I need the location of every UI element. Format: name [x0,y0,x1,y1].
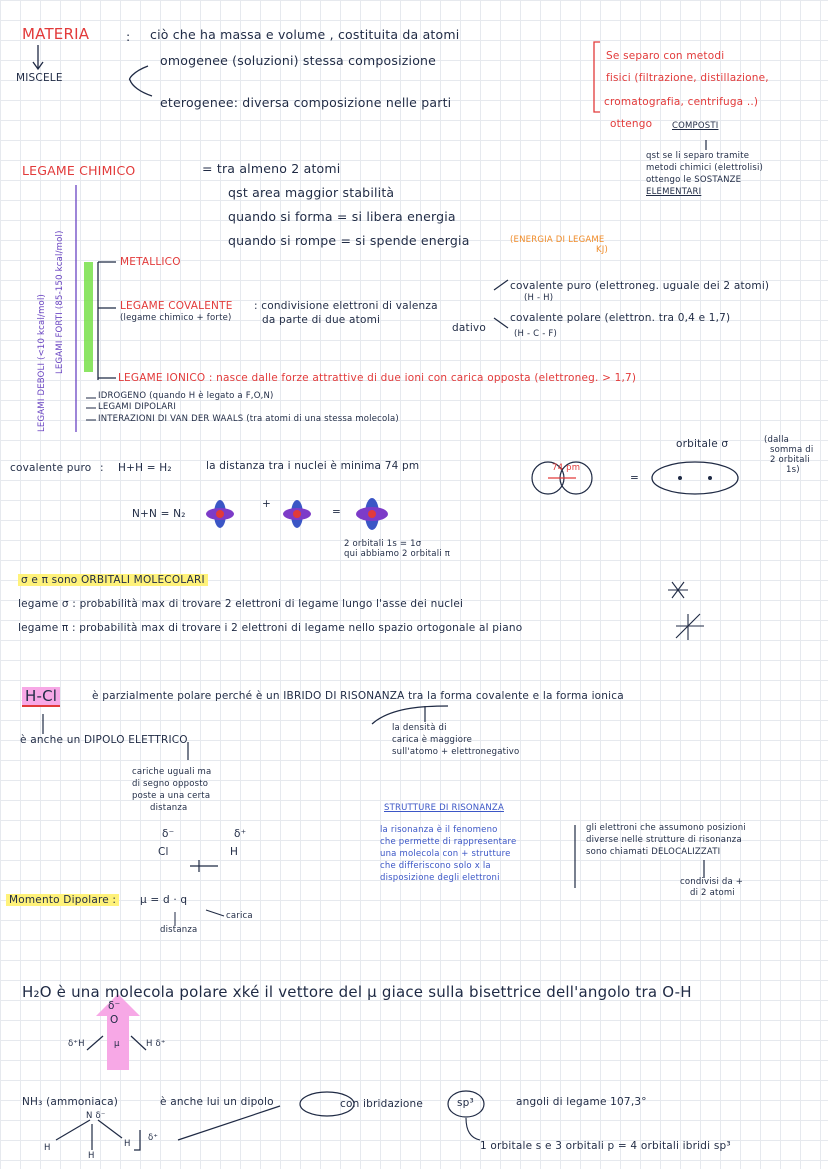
composti-note-4: ELEMENTARI [646,187,702,197]
branch-miscele [130,66,152,96]
distanza-label: distanza [160,925,198,935]
risonanza-def-3: una molecola con + strutture [380,849,511,859]
equals: = [630,472,639,484]
momento-dipolare-label [6,894,119,906]
eterogenee-line: eterogenee: diversa composizione nelle parti [160,95,452,110]
strutture-risonanza: STRUTTURE DI RISONANZA [384,803,504,813]
bond-oh-2 [131,1036,146,1050]
composti-note-2: metodi chimici (elettrolisi) [646,163,764,173]
oxygen-symbol: O [110,1014,119,1026]
delocalizzati-2: diverse nelle strutture di risonanza [586,835,742,845]
carica-label: carica [226,911,253,921]
covalente-label: LEGAME COVALENTE [120,300,233,312]
composti-note-1: qst se li separo tramite [646,151,750,161]
separation-note-2: fisici (filtrazione, distillazione, [606,72,769,84]
cariche-4: distanza [150,803,188,813]
separation-note-3: cromatografia, centrifuga ..) [604,96,759,108]
n-orbital-1 [206,500,234,528]
equals: = [332,506,341,518]
bond-oh-1 [87,1036,103,1050]
orbitale-note-3: 2 orbitali [770,455,810,465]
n-symbol: N δ⁻ [86,1111,106,1121]
legame-line-4: quando si rompe = si spende energia [228,233,470,248]
legami-deboli-label: LEGAMI DEBOLI (<10 kcal/mol) [37,293,47,432]
hcl-dipolo-text: è anche un DIPOLO ELETTRICO [20,734,188,746]
idrogeno-line: IDROGENO (quando H è legato a F,O,N) [98,391,274,401]
axis-sketch-pi [676,614,704,640]
h2-distance-note: la distanza tra i nuclei è minima 74 pm [206,460,420,472]
nh3-ibridazione: con ibridazione [340,1098,424,1110]
materia-title: MATERIA [22,25,90,43]
mu-symbol: μ [114,1039,120,1049]
arrow-dipolo-nh3 [178,1106,280,1140]
covalente-polare: covalente polare (elettron. tra 0,4 e 1,7) [510,312,731,324]
densita-3: sull'atomo + elettronegativo [392,747,520,757]
orbitali-molecolari-text: σ e π sono ORBITALI MOLECOLARI [18,574,208,586]
delta-plus: δ⁺ [148,1133,159,1143]
sp3-label: sp³ [457,1097,474,1109]
legame-line-2: qst area maggior stabilità [228,185,395,200]
colon: : [126,29,131,44]
ionico-line: LEGAME IONICO : nasce dalle forze attrattive di due ioni con carica opposta (elettroneg. > 1,7) [118,372,637,384]
nucleus [678,476,682,480]
mu-formula: μ = d · q [140,894,188,906]
branch-puro [494,280,508,290]
h-symbol: H [88,1151,95,1161]
delta-plus: δ⁺ [234,828,247,840]
bond-nh-3 [98,1120,122,1138]
axis-sketch-sigma [668,582,688,598]
n-orbital-2 [283,500,311,528]
h2-equation: H+H = H₂ [118,462,172,474]
cl-symbol: Cl [158,846,169,858]
orbitali-molecolari-label [18,574,208,586]
composti-note-3: ottengo le SOSTANZE [646,175,742,185]
delocalizzati-3: sono chiamati DELOCALIZZATI [586,847,721,857]
covalente-puro-label: covalente puro [10,462,92,474]
h-symbol: H [230,846,239,858]
densita-1: la densità di [392,723,447,733]
orbitale-note-2: somma di [770,445,814,455]
nucleus [708,476,712,480]
n2-equation: N+N = N₂ [132,508,186,520]
delta-minus: δ⁻ [162,828,175,840]
cariche-2: di segno opposto [132,779,209,789]
covalente-polare-example: (H - C - F) [514,329,557,339]
covalente-puro: covalente puro (elettroneg. uguale dei 2 atomi) [510,280,770,292]
miscele-label: MISCELE [16,72,63,84]
kj-label: KJ) [596,245,608,255]
orbitale-sigma-label: orbitale σ [676,438,729,450]
legame-chimico-title: LEGAME CHIMICO [22,163,136,178]
orbitale-note-4: 1s) [786,465,800,475]
delocalizzati-1: gli elettroni che assumono posizioni [586,823,746,833]
covalente-def: : condivisione elettroni di valenza [254,300,438,312]
sigma-definition: legame σ : probabilità max di trovare 2 elettroni di legame lungo l'asse dei nuclei [18,598,464,610]
materia-definition: ciò che ha massa e volume , costituita da atomi [150,27,460,42]
cariche-3: poste a una certa [132,791,211,801]
legami-forti-label: LEGAMI FORTI (85-150 kcal/mol) [55,230,65,374]
risonanza-def-5: disposizione degli elettroni [380,873,500,883]
h-symbol: H [124,1139,131,1149]
red-bracket [594,42,600,112]
hcl-title [22,688,60,707]
dativo-label: dativo [452,322,486,334]
green-highlight [84,262,93,372]
hcl-description: è parzialmente polare perché è un IBRIDO DI RISONANZA tra la forma covalente e la forma ionica [92,690,624,702]
delta-minus: δ⁻ [108,1000,121,1012]
composti-label: COMPOSTI [672,121,719,131]
plus: + [262,498,271,510]
angoli-legame: angoli di legame 107,3° [516,1096,647,1108]
covalente-def-2: da parte di due atomi [262,314,381,326]
risonanza-def-1: la risonanza è il fenomeno [380,825,498,835]
momento-dipolare-text: Momento Dipolare : [6,894,119,906]
pi-definition: legame π : probabilità max di trovare i 2 elettroni di legame nello spazio ortogonale al piano [18,622,523,634]
risonanza-def-4: che differiscono solo x la [380,861,491,871]
colon: : [100,462,104,474]
arrow-ibrido [372,706,448,724]
n2-note-2: qui abbiamo 2 orbitali π [344,549,451,559]
n2-note-1: 2 orbitali 1s = 1σ [344,539,422,549]
n2-orbital [356,498,388,530]
condivisi-1: condivisi da + [680,877,744,887]
h2o-line: H₂O è una molecola polare xké il vettore del μ giace sulla bisettrice dell'angolo tra O-H [22,983,692,1001]
orbital-sigma [652,462,738,494]
legame-line-3: quando si forma = si libera energia [228,209,456,224]
h-delta-left: δ⁺H [68,1039,85,1049]
nh3-title: NH₃ (ammoniaca) [22,1096,119,1108]
bond-nh-1 [56,1120,90,1140]
nh3-anche: è anche lui un dipolo [160,1096,274,1108]
orbitali-ibridi: 1 orbitale s e 3 orbitali p = 4 orbitali ibridi sp³ [480,1140,731,1152]
risonanza-def-2: che permette di rappresentare [380,837,517,847]
covalente-puro-example: (H - H) [524,293,554,303]
h-symbol: H [44,1143,51,1153]
omogenee-line: omogenee (soluzioni) stessa composizione [160,53,437,68]
hcl-title-text: H-Cl [22,687,60,705]
dipolari-line: LEGAMI DIPOLARI [98,402,177,412]
arrow-sp3 [466,1118,480,1140]
metallico-label: METALLICO [120,256,181,268]
orbitale-note-1: (dalla [764,435,790,445]
pm-label: 74 pm [552,463,581,473]
arrow-carica [206,910,224,916]
condivisi-2: di 2 atomi [690,888,735,898]
hcl-dipolo [20,734,188,746]
cariche-1: cariche uguali ma [132,767,212,777]
legame-line-1: = tra almeno 2 atomi [202,161,341,176]
branch-polare [494,318,508,328]
energia-label: (ENERGIA DI LEGAME [510,235,605,245]
bracket [134,1130,140,1150]
vdw-line: INTERAZIONI DI VAN DER WAALS (tra atomi di una stessa molecola) [98,414,399,424]
separation-note-4: ottengo [610,118,653,130]
densita-2: carica è maggiore [392,735,473,745]
covalente-sub: (legame chimico + forte) [120,313,232,323]
h-delta-right: H δ⁺ [146,1039,166,1049]
separation-note-1: Se separo con metodi [606,50,725,62]
